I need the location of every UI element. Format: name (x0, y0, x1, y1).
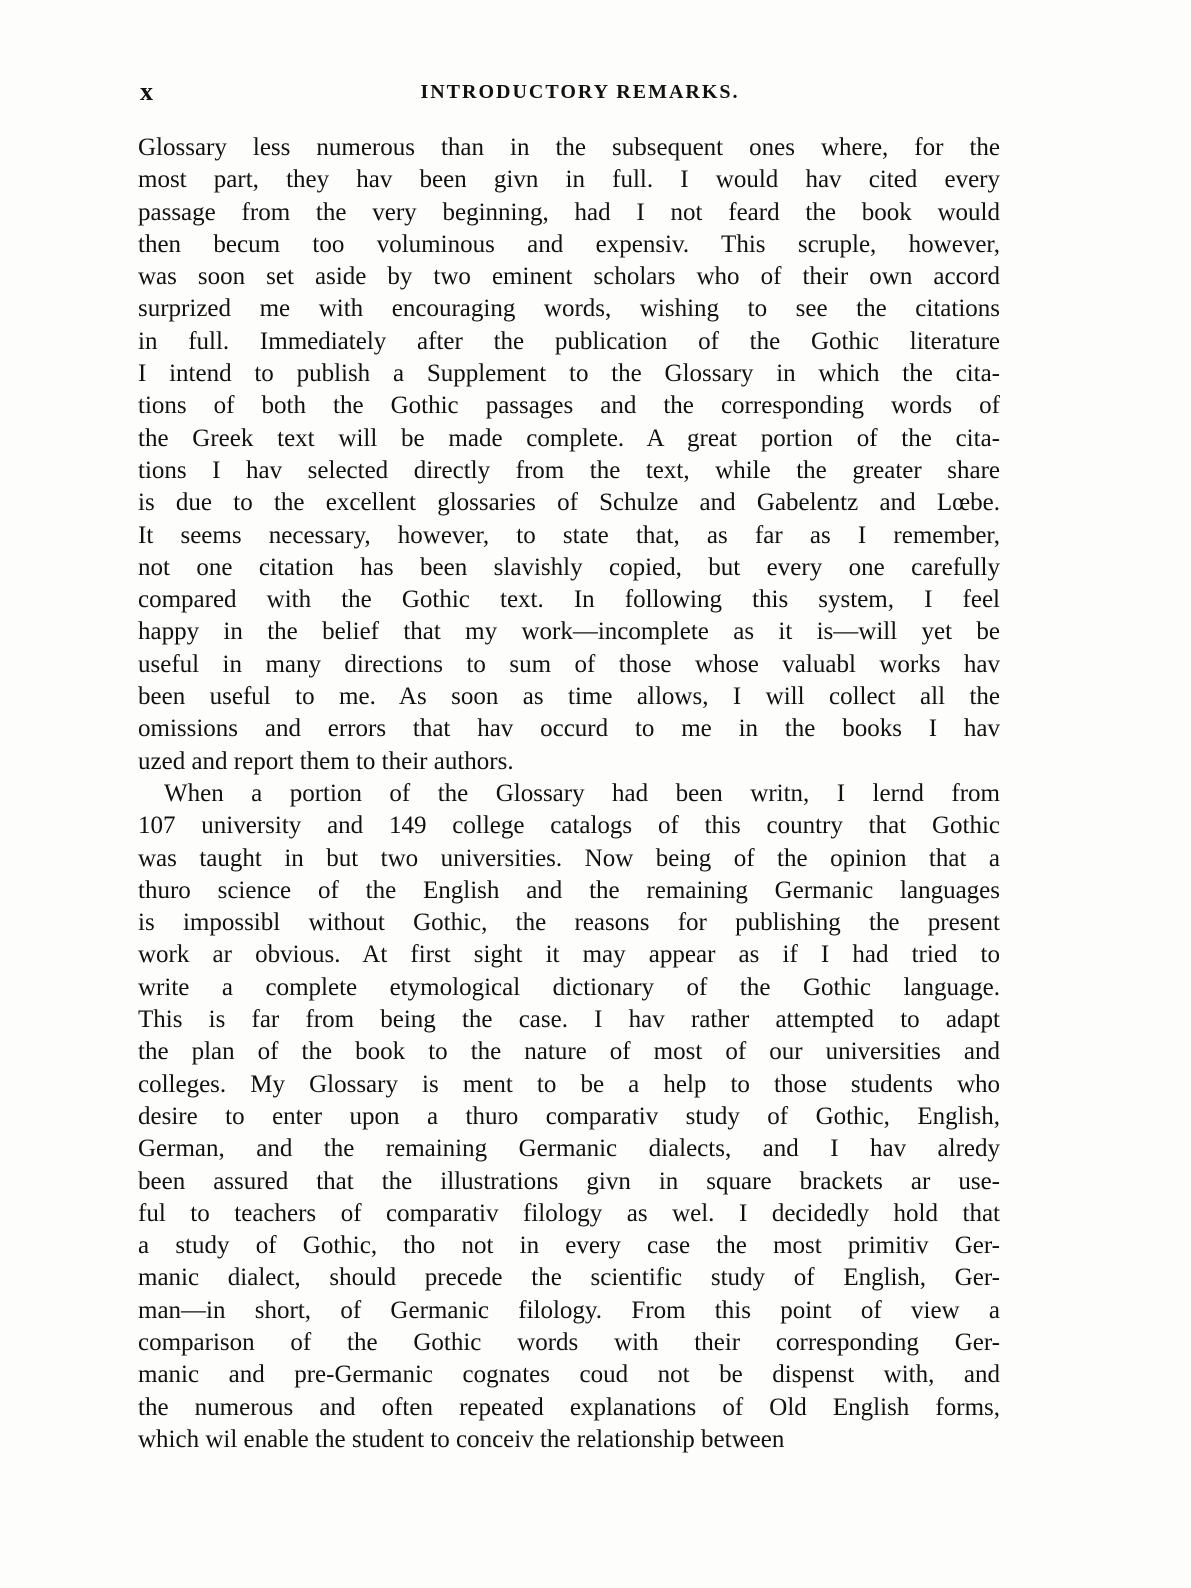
text-line: happy in the belief that my work—incomplete as it is—will yet be (138, 618, 1000, 646)
text-line: manic dialect, should precede the scientific study of English, Ger- (138, 1264, 1000, 1292)
text-line: I intend to publish a Supplement to the Glossary in which the cita- (138, 360, 1000, 388)
text-line: thuro science of the English and the remaining Germanic languages (138, 876, 1000, 904)
text-line: been assured that the illustrations givn in square brackets ar use- (138, 1167, 1000, 1195)
text-line: Glossary less numerous than in the subsequent ones where, for the (138, 134, 1000, 161)
text-line: not one citation has been slavishly copied, but every one carefully (138, 553, 1000, 581)
text-line: the numerous and often repeated explanations of Old English forms, (138, 1393, 1000, 1421)
text-line: It seems necessary, however, to state that, as far as I remember, (138, 521, 1000, 549)
text-line: When a portion of the Glossary had been writn, I lernd from (164, 779, 1000, 807)
text-line: 107 university and 149 college catalogs of this country that Gothic (138, 812, 1000, 840)
text-line: was taught in but two universities. Now being of the opinion that a (138, 844, 1000, 872)
text-line: uzed and report them to their authors. (138, 747, 514, 775)
text-line: a study of Gothic, tho not in every case the most primitiv Ger- (138, 1232, 1000, 1260)
text-line: the plan of the book to the nature of most of our universities and (138, 1038, 1000, 1066)
text-line: This is far from being the case. I hav rather attempted to adapt (138, 1006, 1000, 1034)
paragraph-2 (138, 778, 1000, 1456)
text-line: man—in short, of Germanic filology. From this point of view a (138, 1296, 1000, 1324)
text-line: in full. Immediately after the publication of the Gothic literature (138, 327, 1000, 355)
running-title: INTRODUCTORY REMARKS. (420, 81, 740, 103)
text-line: comparison of the Gothic words with their corresponding Ger- (138, 1328, 1000, 1356)
text-line: was soon set aside by two eminent scholars who of their own accord (138, 263, 1000, 291)
text-line: colleges. My Glossary is ment to be a help to those students who (138, 1070, 1000, 1098)
text-line: work ar obvious. At first sight it may appear as if I had tried to (138, 941, 1000, 969)
paragraph-1 (138, 132, 1000, 778)
text-line: omissions and errors that hav occurd to me in the books I hav (138, 715, 1000, 743)
page-header (140, 74, 1020, 110)
body-text (138, 132, 1000, 1456)
text-line: compared with the Gothic text. In following this system, I feel (138, 586, 1000, 614)
text-line: write a complete etymological dictionary of the Gothic language. (138, 973, 1000, 1001)
text-line: which wil enable the student to conceiv the relationship between (138, 1425, 785, 1453)
text-line: passage from the very beginning, had I not feard the book would (138, 198, 1000, 226)
text-line: been useful to me. As soon as time allows, I will collect all the (138, 683, 1000, 711)
page-number: x (140, 77, 153, 106)
text-line: German, and the remaining Germanic dialects, and I hav alredy (138, 1135, 1000, 1163)
text-line: tions of both the Gothic passages and the corresponding words of (138, 392, 1000, 420)
text-line: ful to teachers of comparativ filology as wel. I decidedly hold that (138, 1199, 1000, 1227)
text-line: tions I hav selected directly from the text, while the greater share (138, 456, 1000, 484)
text-line: useful in many directions to sum of those whose valuabl works hav (138, 650, 1000, 678)
text-line: manic and pre-Germanic cognates coud not be dispenst with, and (138, 1361, 1000, 1389)
text-line: the Greek text will be made complete. A great portion of the cita- (138, 424, 1000, 452)
text-line: is impossibl without Gothic, the reasons for publishing the present (138, 909, 1000, 937)
text-line: then becum too voluminous and expensiv. This scruple, however, (138, 230, 1000, 258)
text-line: is due to the excellent glossaries of Schulze and Gabelentz and Lœbe. (138, 489, 1000, 517)
text-line: most part, they hav been givn in full. I would hav cited every (138, 166, 1000, 194)
text-line: desire to enter upon a thuro comparativ study of Gothic, English, (138, 1102, 1000, 1130)
text-line: surprized me with encouraging words, wishing to see the citations (138, 295, 1000, 323)
